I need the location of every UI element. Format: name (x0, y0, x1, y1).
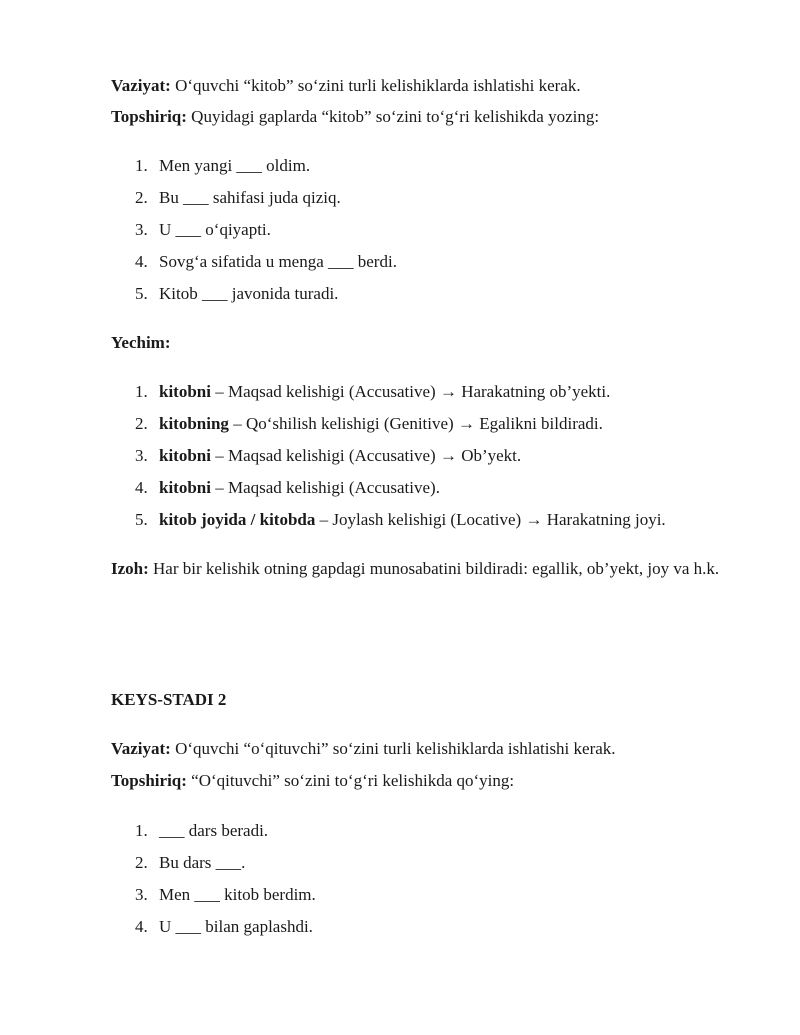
task-paragraph (111, 771, 514, 791)
task-label: Topshiriq: (111, 107, 187, 126)
situation-text: O‘quvchi “o‘qituvchi” so‘zini turli kelishiklarda ishlatishi kerak. (170, 739, 616, 758)
situation-label: Vaziyat: (111, 739, 171, 758)
solution-item: 5. kitob joyida / kitobda – Joylash kelishigi (Locative) → Harakatning joyi. (135, 510, 666, 529)
exercise-item: 1. ___ dars beradi. (135, 821, 269, 840)
note-text: Har bir kelishik otning gapdagi munosabatini bildiradi: egallik, ob’yekt, joy va h.k. (148, 559, 720, 578)
situation-text: O‘quvchi “kitob” so‘zini turli kelishiklarda ishlatishi kerak. (170, 76, 581, 95)
solution-item: 3. kitobni – Maqsad kelishigi (Accusative) → Ob’yekt. (135, 446, 522, 465)
solution-answer: kitobni (159, 478, 211, 497)
task-paragraph (111, 107, 599, 127)
exercise-item: 3. Men ___ kitob berdim. (135, 885, 316, 904)
exercise-item: 2. Bu dars ___. (135, 853, 246, 872)
task-text: “O‘qituvchi” so‘zini to‘g‘ri kelishikda qo‘ying: (186, 771, 515, 790)
situation-paragraph (111, 76, 581, 96)
task-text: Quyidagi gaplarda “kitob” so‘zini to‘g‘ri kelishikda yozing: (186, 107, 600, 126)
solution-answer: kitobni (159, 382, 211, 401)
case-heading: KEYS-STADI 2 (111, 690, 227, 709)
solution-answer: kitobning (159, 414, 229, 433)
solution-item: 4. kitobni – Maqsad kelishigi (Accusative). (135, 478, 440, 497)
exercise-item: 4. Sovg‘a sifatida u menga ___ berdi. (135, 252, 397, 271)
exercise-item: 4. U ___ bilan gaplashdi. (135, 917, 313, 936)
exercise-item: 5. Kitob ___ javonida turadi. (135, 284, 339, 303)
solution-answer: kitobni (159, 446, 211, 465)
solution-answer: kitob joyida (159, 510, 247, 529)
solution-item: 1. kitobni – Maqsad kelishigi (Accusative) → Harakatning ob’yekti. (135, 382, 611, 401)
note-paragraph (111, 553, 739, 585)
exercise-item: 2. Bu ___ sahifasi juda qiziq. (135, 188, 341, 207)
situation-label: Vaziyat: (111, 76, 171, 95)
exercise-item: 1. Men yangi ___ oldim. (135, 156, 311, 175)
solution-item: 2. kitobning – Qo‘shilish kelishigi (Genitive) → Egalikni bildiradi. (135, 414, 603, 433)
exercise-item: 3. U ___ o‘qiyapti. (135, 220, 271, 239)
solution-heading: Yechim: (111, 333, 171, 352)
note-label: Izoh: (111, 559, 149, 578)
situation-paragraph (111, 739, 616, 759)
task-label: Topshiriq: (111, 771, 187, 790)
solution-answer-alt: kitobda (259, 510, 316, 529)
